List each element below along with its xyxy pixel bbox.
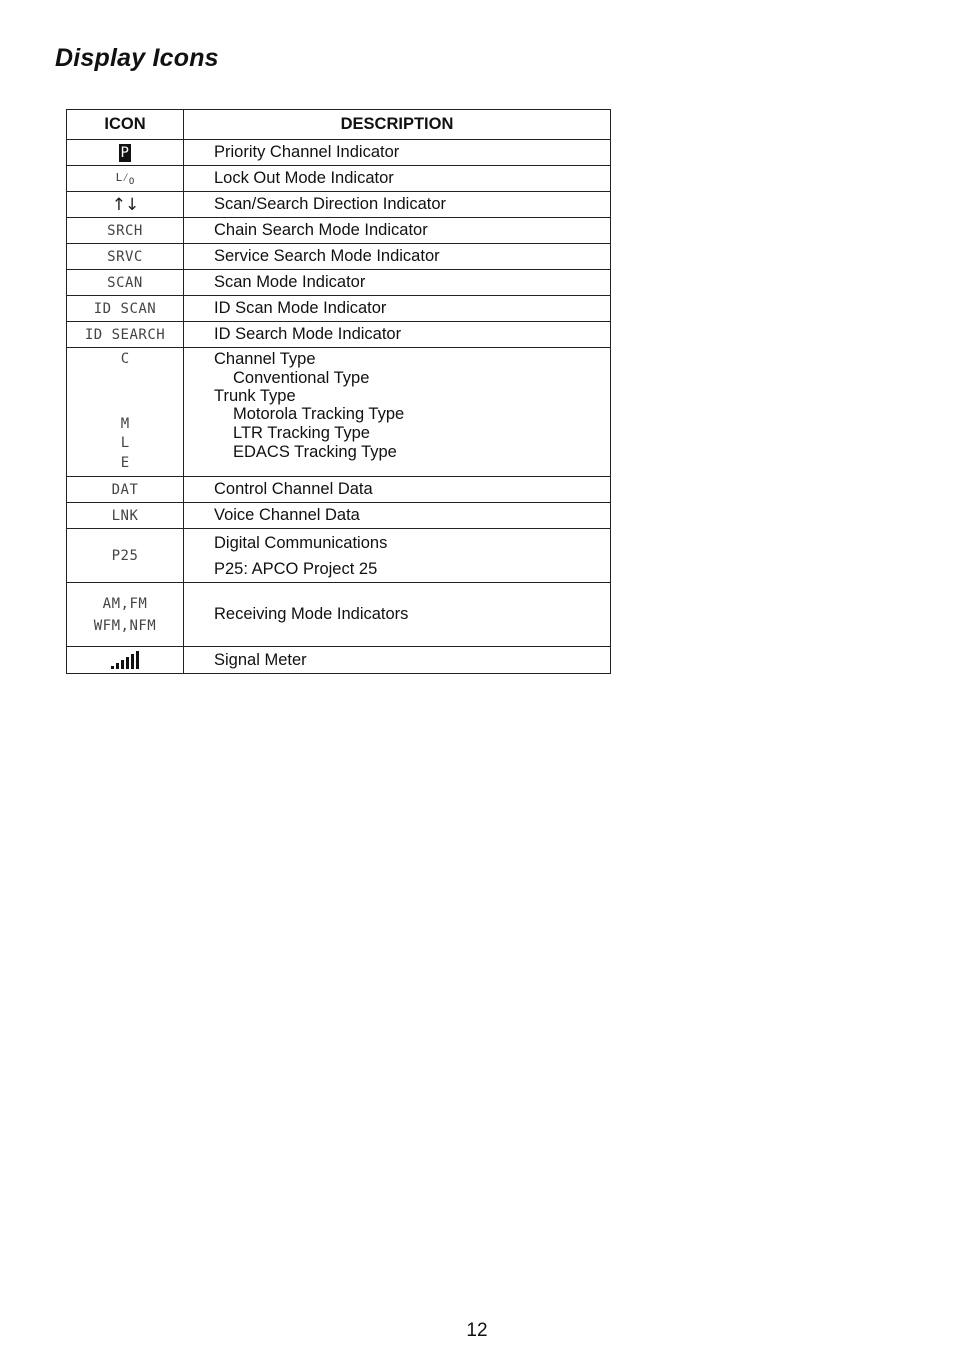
table-row	[67, 322, 611, 348]
table-row	[67, 140, 611, 166]
description-column-header: DESCRIPTION	[184, 110, 611, 140]
row-description: ID Scan Mode Indicator	[184, 296, 611, 322]
table-row	[67, 296, 611, 322]
row-description: Signal Meter	[184, 647, 611, 674]
ltr-type-label: LTR Tracking Type	[233, 424, 370, 442]
p25-icon: P25	[67, 529, 184, 583]
row-description: Scan Mode Indicator	[184, 270, 611, 296]
edacs-type-label: EDACS Tracking Type	[233, 443, 397, 461]
am-fm-icon: AM,FM	[102, 595, 148, 612]
row-description: Priority Channel Indicator	[184, 140, 611, 166]
p25-description	[184, 529, 611, 583]
table-row	[67, 192, 611, 218]
table-row	[67, 477, 611, 503]
signal-meter-icon-cell	[67, 647, 184, 674]
dat-icon: DAT	[67, 477, 184, 503]
row-description: Scan/Search Direction Indicator	[184, 192, 611, 218]
signal-meter-icon	[111, 651, 139, 669]
receive-mode-icons	[67, 583, 184, 647]
table-row	[67, 244, 611, 270]
row-description: Lock Out Mode Indicator	[184, 166, 611, 192]
motorola-m-icon: M	[120, 416, 130, 432]
table-row	[67, 218, 611, 244]
row-description: Receiving Mode Indicators	[184, 583, 611, 647]
scan-icon: SCAN	[67, 270, 184, 296]
id-search-icon: ID SEARCH	[67, 322, 184, 348]
row-description: Service Search Mode Indicator	[184, 244, 611, 270]
trunk-type-heading: Trunk Type	[214, 387, 296, 405]
lockout-icon: $L⁄_O$	[67, 166, 184, 192]
conventional-c-icon: C	[120, 351, 130, 367]
channel-type-heading: Channel Type	[214, 350, 316, 368]
page-title: Display Icons	[55, 44, 219, 72]
row-description: ID Search Mode Indicator	[184, 322, 611, 348]
row-description: Control Channel Data	[184, 477, 611, 503]
priority-icon: P	[67, 140, 184, 166]
table-row	[67, 503, 611, 529]
icon-column-header: ICON	[67, 110, 184, 140]
display-icons-table	[66, 109, 611, 674]
table-row	[67, 529, 611, 583]
table-header-row	[67, 110, 611, 140]
table-row	[67, 583, 611, 647]
table-row	[67, 647, 611, 674]
row-description: Voice Channel Data	[184, 503, 611, 529]
srvc-icon: SRVC	[67, 244, 184, 270]
motorola-type-label: Motorola Tracking Type	[233, 405, 405, 423]
conventional-type-label: Conventional Type	[233, 369, 370, 387]
lnk-icon: LNK	[67, 503, 184, 529]
channel-type-icons	[67, 348, 184, 477]
page-number: 12	[466, 1320, 488, 1341]
direction-arrows-icon: ↑↓	[67, 192, 184, 218]
table-row	[67, 270, 611, 296]
channel-type-description	[184, 348, 611, 477]
edacs-e-icon: E	[120, 455, 130, 471]
ltr-l-icon: L	[120, 435, 130, 451]
id-scan-icon: ID SCAN	[67, 296, 184, 322]
table-row	[67, 166, 611, 192]
wfm-nfm-icon: WFM,NFM	[93, 617, 157, 634]
row-description: Chain Search Mode Indicator	[184, 218, 611, 244]
p25-description-line2: P25: APCO Project 25	[214, 559, 378, 578]
table-row-channel-type	[67, 348, 611, 477]
srch-icon: SRCH	[67, 218, 184, 244]
p25-description-line1: Digital Communications	[214, 533, 388, 552]
